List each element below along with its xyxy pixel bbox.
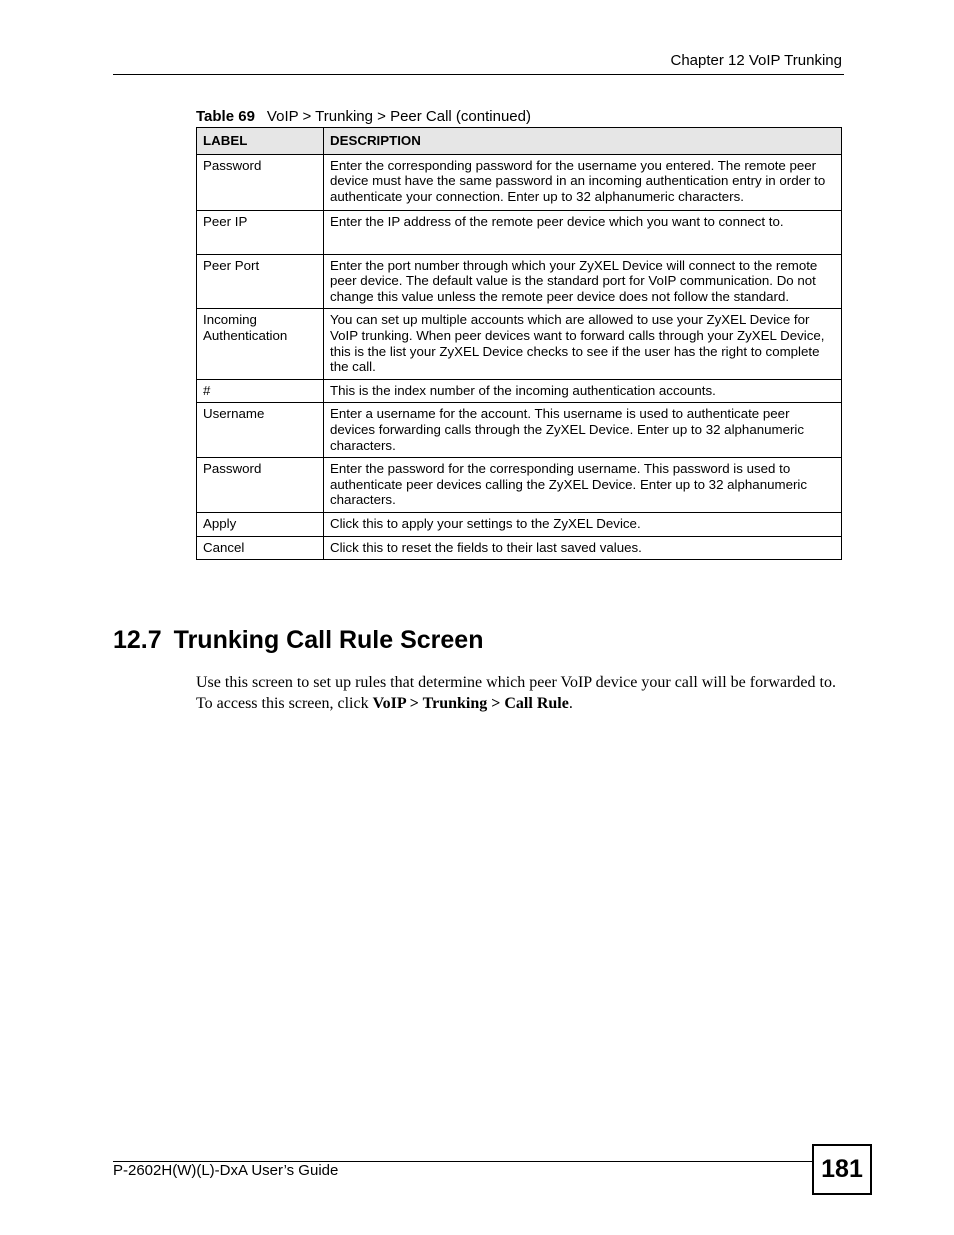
table-caption-label: Table 69 [196,108,255,125]
row-description: Click this to apply your settings to the ZyXEL Device. [324,512,842,536]
table-row [197,512,842,536]
row-label: Username [197,403,324,458]
table-header-row [197,128,842,155]
table-row [197,403,842,458]
row-description: You can set up multiple accounts which are allowed to use your ZyXEL Device for VoIP trunking. When peer devices want to forward calls through your ZyXEL Device, this is the list your ZyXEL Device checks to see if the user has the right to complete the call. [324,309,842,379]
row-label: Peer IP [197,210,324,254]
peer-call-table [196,127,842,560]
row-description: This is the index number of the incoming authentication accounts. [324,379,842,403]
row-label: Cancel [197,536,324,560]
table-caption [196,108,531,125]
row-description: Click this to reset the fields to their last saved values. [324,536,842,560]
table-row [197,210,842,254]
row-description: Enter the IP address of the remote peer device which you want to connect to. [324,210,842,254]
section-heading [113,626,483,655]
paragraph-text: Use this screen to set up rules that determine which peer VoIP device your call will be forwarded to. To access this screen, click [196,674,836,712]
paragraph-end: . [568,695,573,712]
row-description: Enter the port number through which your ZyXEL Device will connect to the remote peer device. The default value is the standard port for VoIP communication. Do not change this value unless the remote peer device does not follow the standard. [324,254,842,309]
row-label: Peer Port [197,254,324,309]
section-number: 12.7 [113,626,162,654]
row-label: # [197,379,324,403]
row-label: Password [197,458,324,513]
row-label: Apply [197,512,324,536]
row-description: Enter a username for the account. This username is used to authenticate peer devices forwarding calls through the ZyXEL Device. Enter up to 32 alphanumeric characters. [324,403,842,458]
row-description: Enter the password for the corresponding username. This password is used to authenticate peer devices calling the ZyXEL Device. Enter up to 32 alphanumeric characters. [324,458,842,513]
chapter-header: Chapter 12 VoIP Trunking [670,52,842,69]
table-caption-title: VoIP > Trunking > Peer Call (continued) [266,108,531,125]
table-row [197,458,842,513]
table-row [197,154,842,210]
row-label: Password [197,154,324,210]
page-number: 181 [812,1144,872,1195]
menu-path: VoIP > Trunking > Call Rule [372,695,569,712]
section-body-paragraph [196,672,836,714]
header-divider [113,74,844,75]
column-header-label: LABEL [197,128,324,155]
row-label: Incoming Authentication [197,309,324,379]
table-row [197,379,842,403]
footer-guide-title: P-2602H(W)(L)-DxA User’s Guide [113,1162,339,1179]
row-description: Enter the corresponding password for the username you entered. The remote peer device must have the same password in an incoming authentication entry in order to authenticate your connection. Enter up to 32 alphanumeric characters. [324,154,842,210]
table-row [197,309,842,379]
section-title: Trunking Call Rule Screen [173,626,484,654]
column-header-description: DESCRIPTION [324,128,842,155]
table-row [197,536,842,560]
table-row [197,254,842,309]
